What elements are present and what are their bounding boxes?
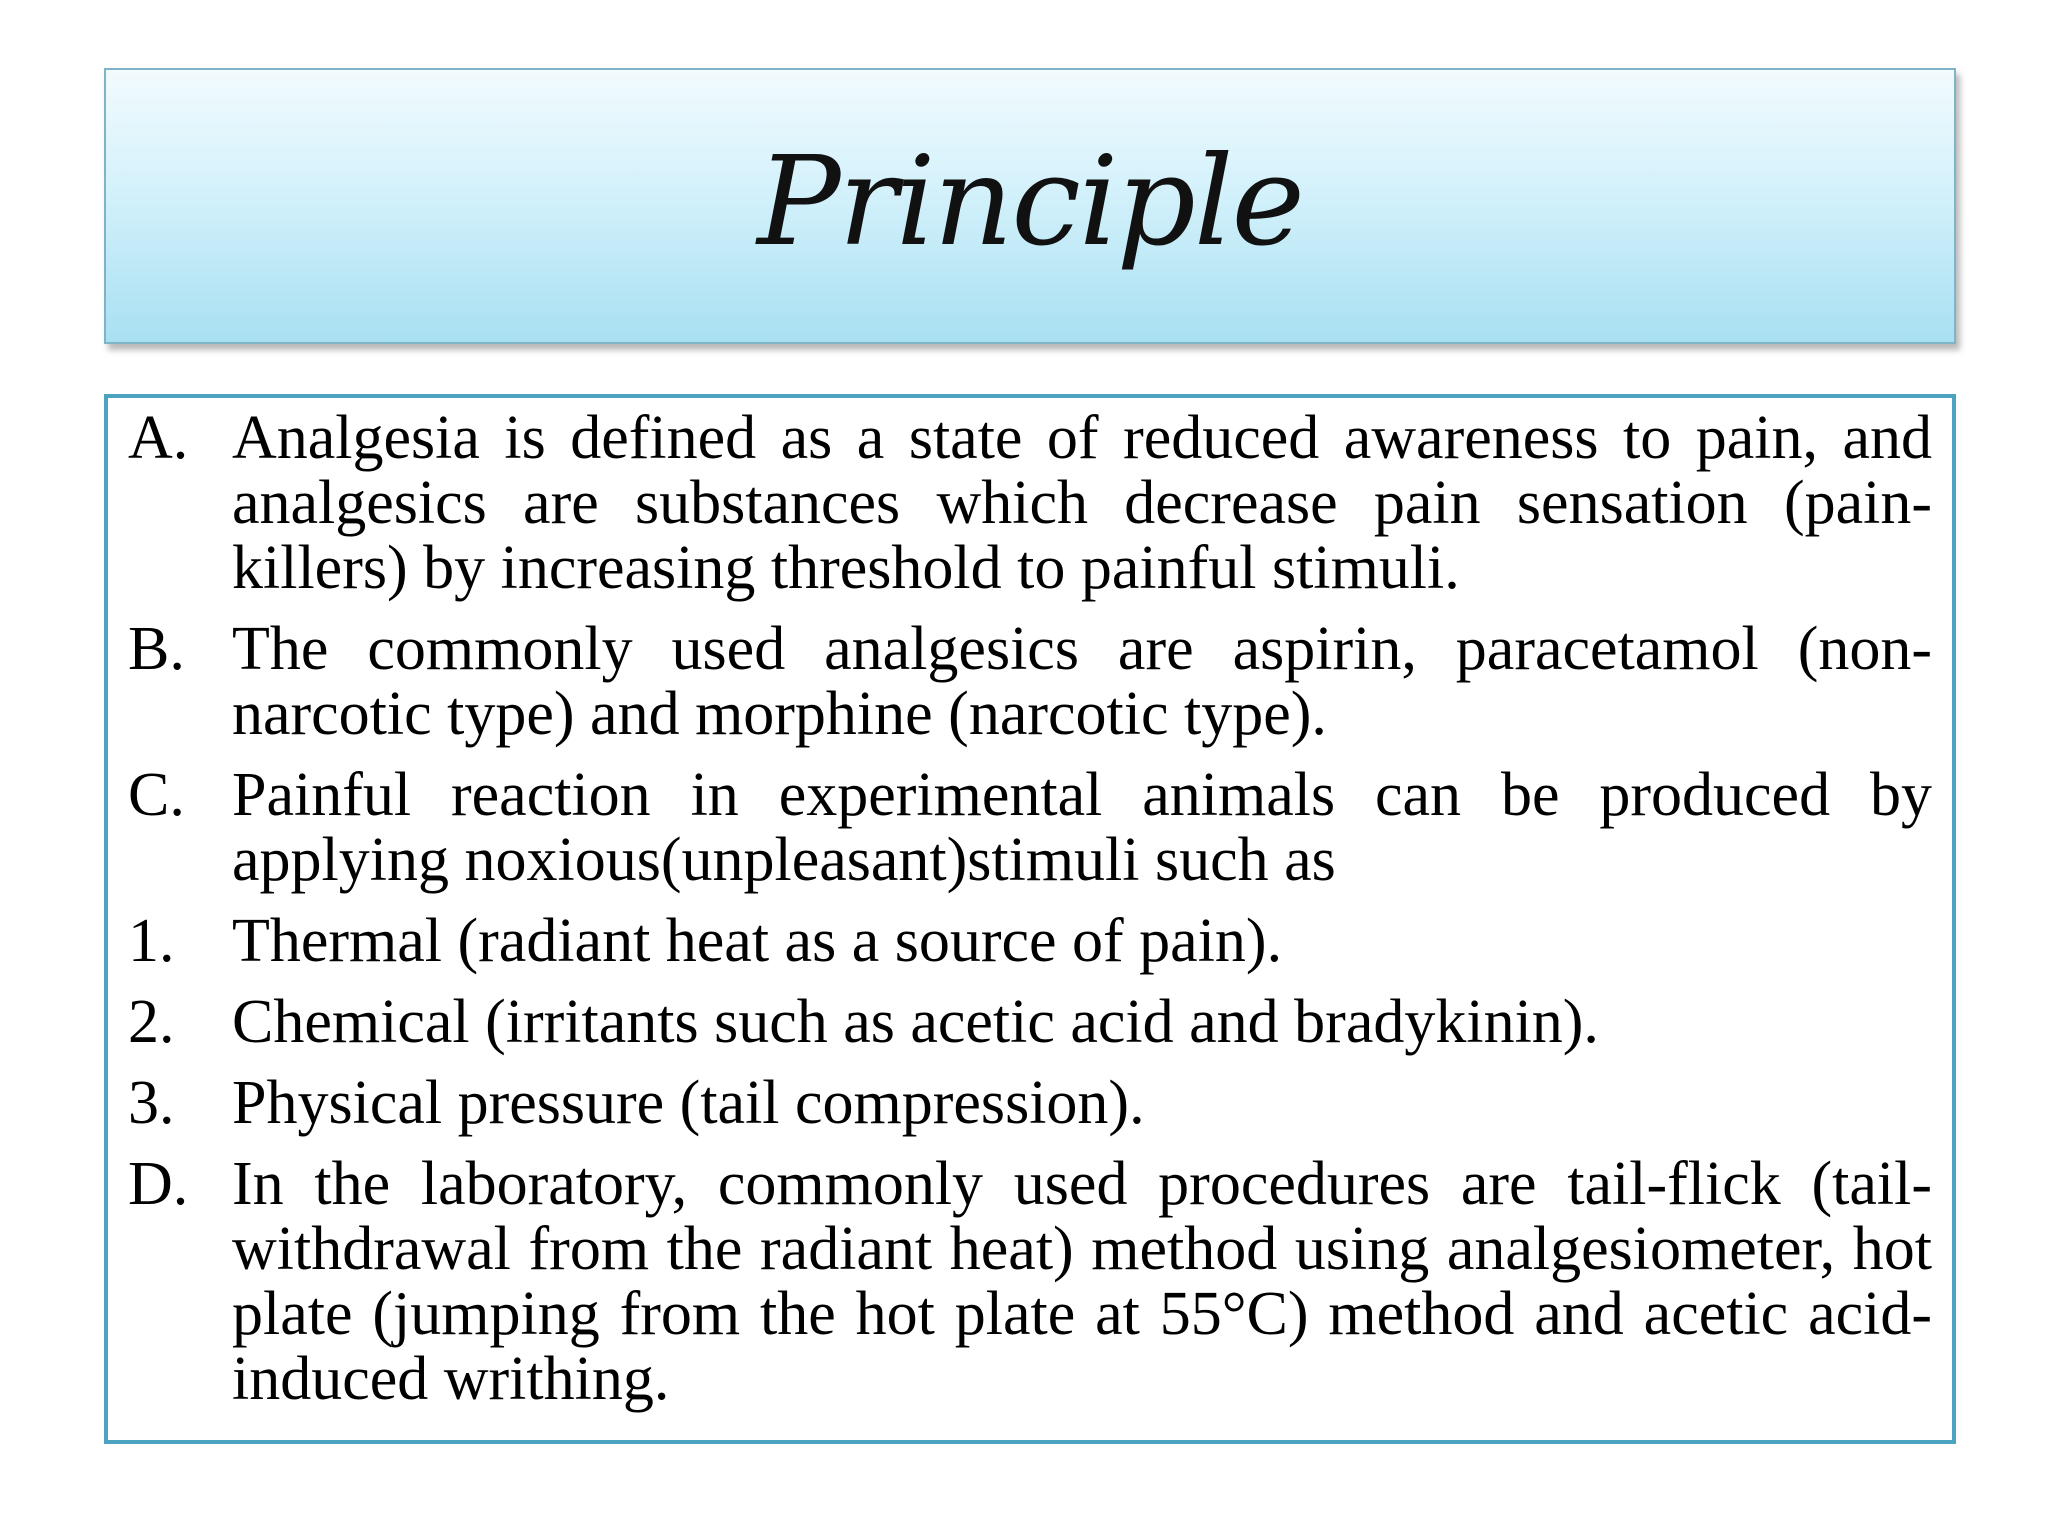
list-marker: A. [128,404,189,472]
list-item-2 [128,990,1932,1055]
list-marker: 2. [128,988,175,1056]
list-marker: B. [128,615,185,683]
content-box [104,394,1956,1444]
list-item-text: Chemical (irritants such as acetic acid and bradykinin). [232,988,1599,1056]
list-item-c [128,763,1932,893]
list-marker: 3. [128,1069,175,1137]
list-item-3 [128,1071,1932,1136]
list-marker: 1. [128,907,175,975]
list-item-text: Analgesia is defined as a state of reduced awareness to pain, and analgesics are substances which decrease pain sensation (pain- killers) by increasing threshold to painful stimuli. [232,404,1932,602]
list-item-text: Painful reaction in experimental animals can be produced by applying noxious(unpleasant)stimuli such as [232,761,1932,894]
list-item-text: The commonly used analgesics are aspirin, paracetamol (non-narcotic type) and morphine (narcotic type). [232,615,1932,748]
list-item-text: In the laboratory, commonly used procedures are tail-flick (tail-withdrawal from the radiant heat) method using analgesiometer, hot plate (jumping from the hot plate at 55°C) method and acetic acid-induced writhing. [232,1150,1932,1413]
list-marker: D. [128,1150,189,1218]
list-item-b [128,617,1932,747]
list-item-text: Thermal (radiant heat as a source of pain). [232,907,1283,975]
list-marker: C. [128,761,185,829]
list-item-1 [128,909,1932,974]
list-item-text: Physical pressure (tail compression). [232,1069,1145,1137]
list-item-d [128,1152,1932,1412]
title-banner [104,68,1956,344]
list-item-a [128,406,1932,601]
slide-title: Principle [757,130,1303,274]
